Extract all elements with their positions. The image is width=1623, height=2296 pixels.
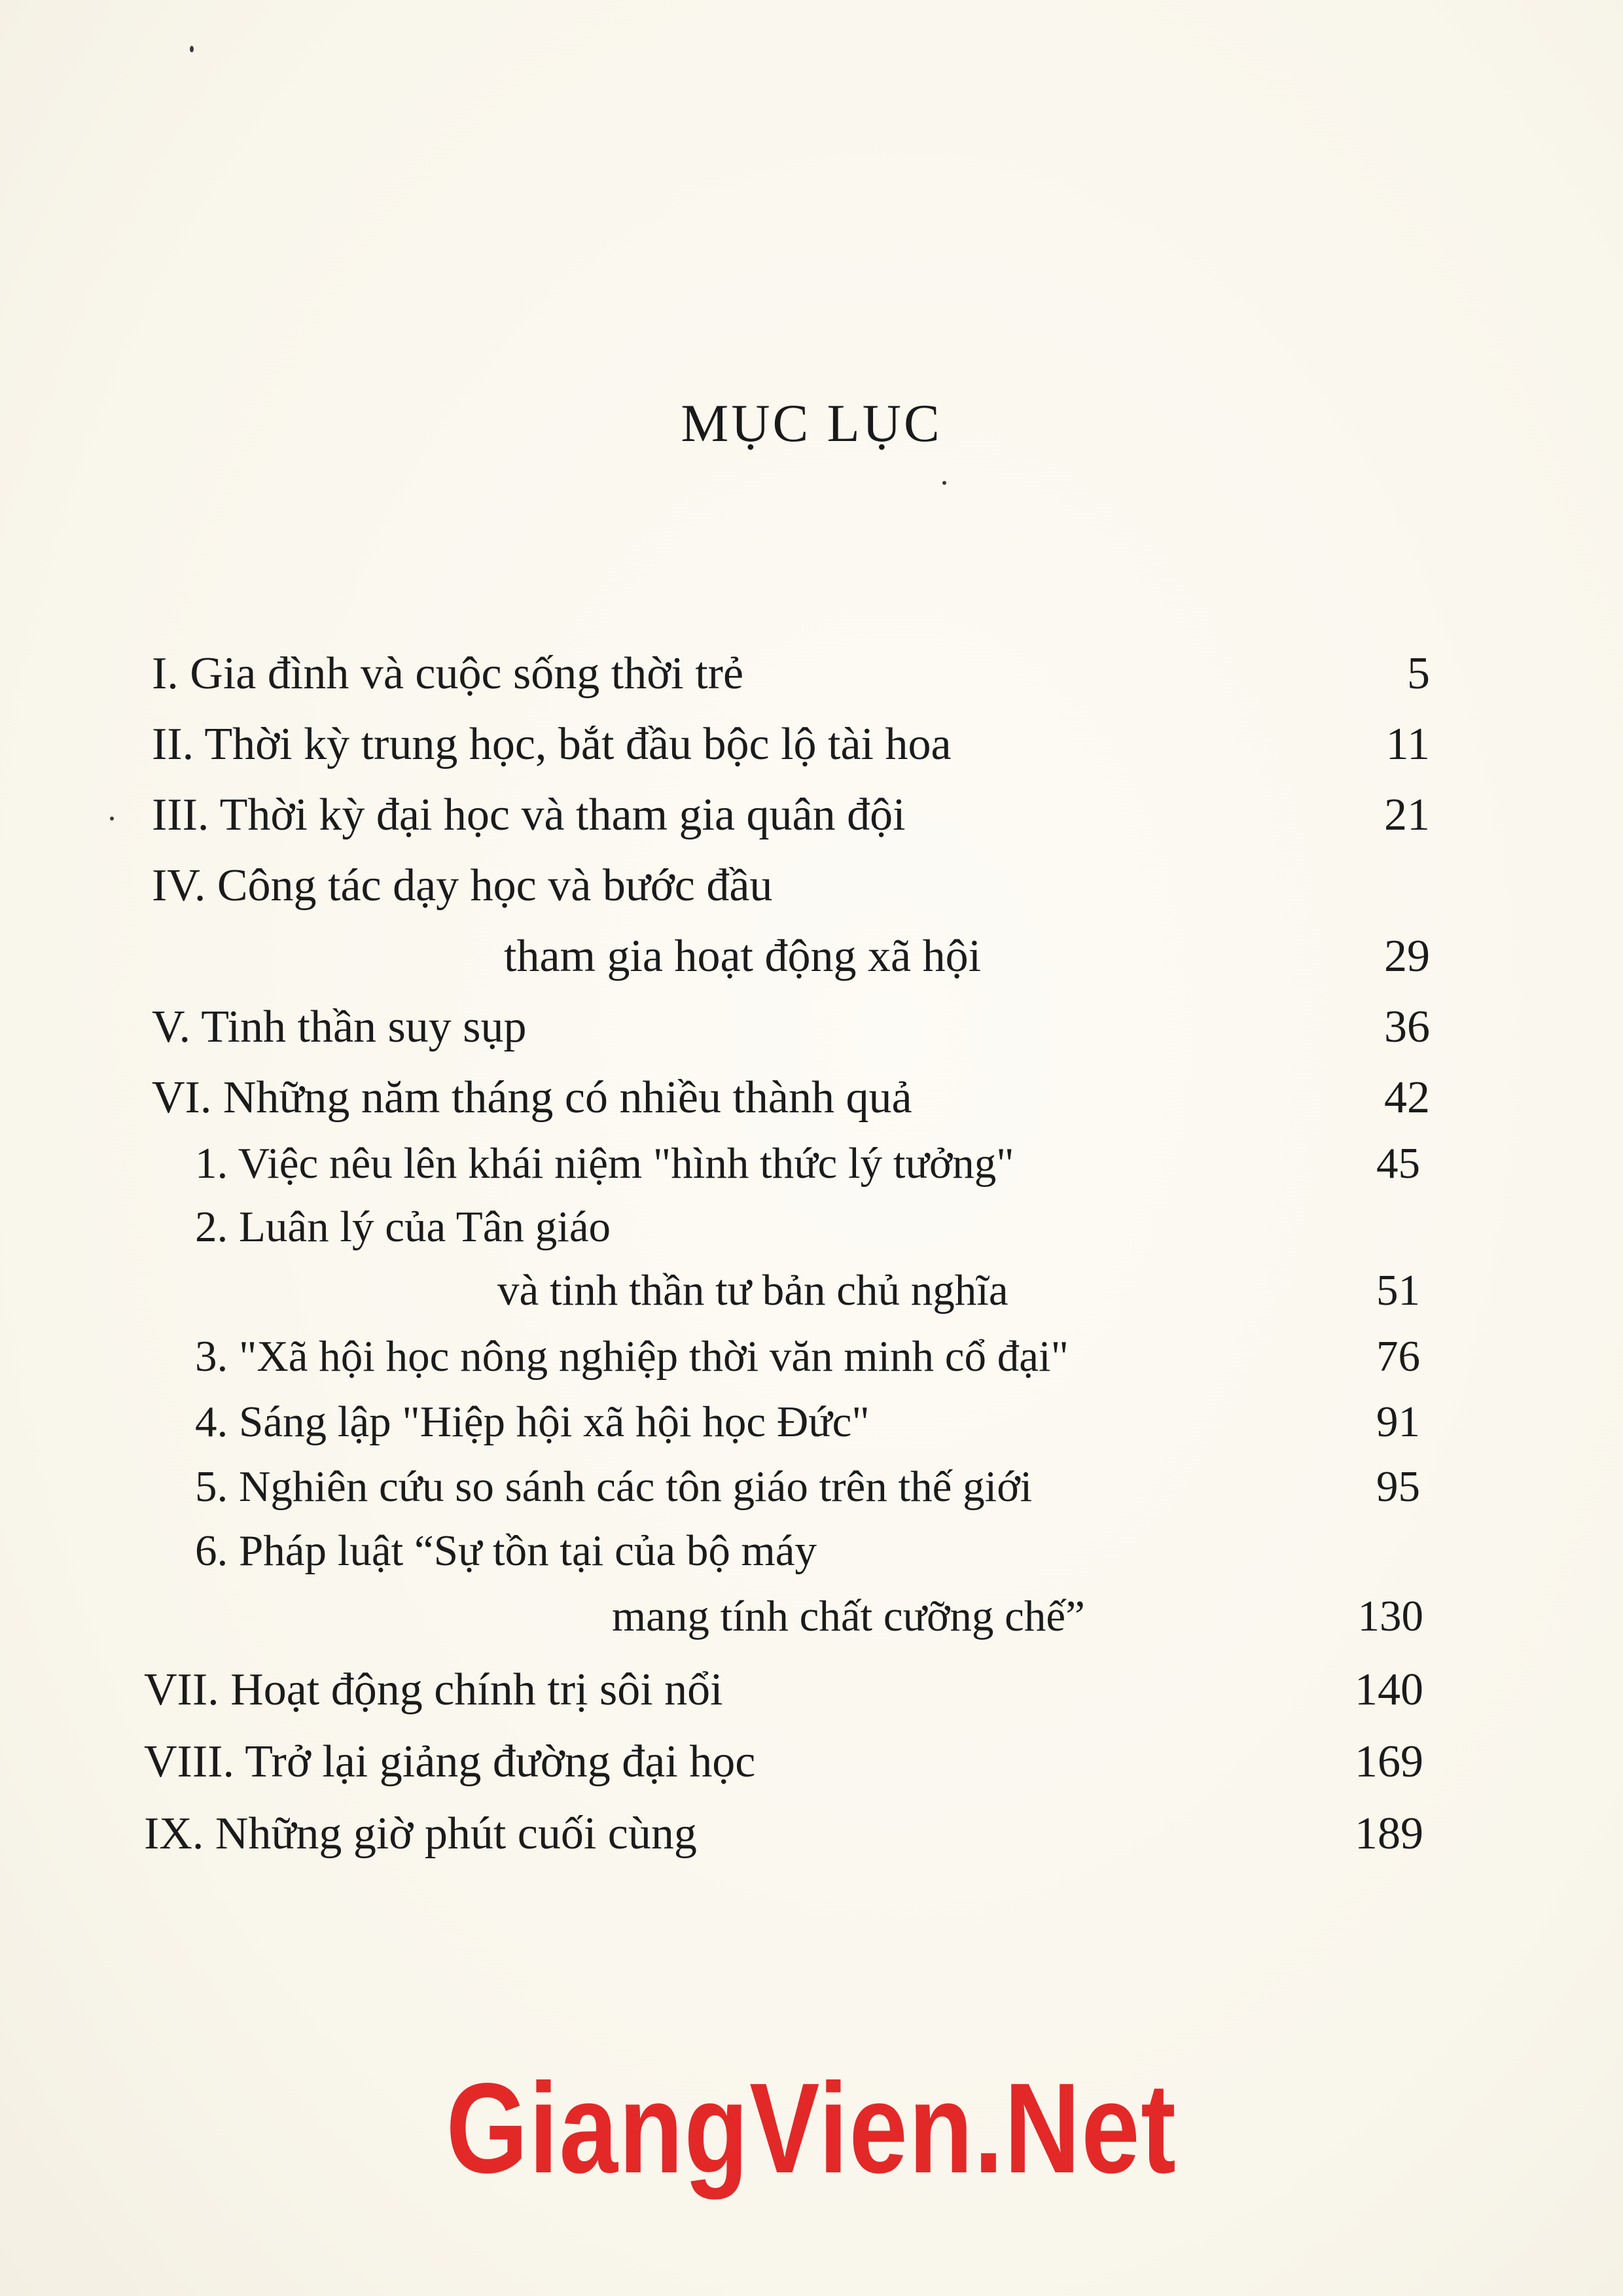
toc-entry-title: VI. Những năm tháng có nhiều thành quả [152,1072,912,1123]
toc-entry-page: 169 [1355,1737,1423,1787]
toc-entry-title: 1. Việc nêu lên khái niệm "hình thức lý tưởng" [195,1139,1014,1188]
toc-subentry [0,1454,1623,1526]
toc-entry [0,1726,1623,1798]
toc-entry-title: mang tính chất cưỡng chế” [612,1592,1085,1640]
toc-entry-title: 5. Nghiên cứu so sánh các tôn giáo trên thế giới [195,1462,1033,1511]
toc-entry-title: VIII. Trở lại giảng đường đại học [144,1737,756,1787]
toc-entry-page: 42 [1384,1072,1430,1123]
toc-entry-title: 6. Pháp luật “Sự tồn tại của bộ máy [195,1527,817,1575]
toc-subentry [0,1324,1623,1396]
toc-entry-title: IV. Công tác dạy học và bước đầu [152,860,773,911]
toc-subentry [0,1583,1623,1655]
toc-subentry [0,1389,1623,1461]
toc-entry-page: 36 [1384,1002,1430,1052]
toc-entry-page: 45 [1376,1139,1420,1188]
toc-entry-title: VII. Hoạt động chính trị sôi nổi [144,1665,723,1715]
toc-entry-title: V. Tinh thần suy sụp [152,1002,527,1052]
toc-entry-title: IX. Những giờ phút cuối cùng [144,1809,697,1859]
toc-entry [0,1062,1623,1134]
toc-entry [0,850,1623,922]
toc-entry [0,709,1623,781]
toc-entry [0,1798,1623,1870]
page-title: MỤC LỤC [681,393,942,453]
toc-entry [0,638,1623,710]
toc-entry [0,921,1623,993]
toc-entry-page: 29 [1384,931,1430,981]
toc-entry-title: 2. Luân lý của Tân giáo [195,1203,611,1251]
toc-entry [0,991,1623,1063]
toc-entry [0,779,1623,851]
toc-entry-page: 189 [1355,1809,1423,1859]
toc-entry-page: 21 [1384,790,1430,840]
toc-entry-title: I. Gia đình và cuộc sống thời trẻ [152,648,744,699]
toc-entry [0,1654,1623,1726]
toc-entry-page: 5 [1407,648,1430,699]
toc-entry-title: 4. Sáng lập "Hiệp hội xã hội học Đức" [195,1398,870,1446]
toc-entry-page: 91 [1376,1398,1420,1446]
toc-entry-page: 51 [1376,1266,1420,1315]
toc-subentry [0,1258,1623,1330]
toc-entry-page: 140 [1355,1665,1423,1715]
site-watermark: GiangVien.Net [446,2057,1177,2200]
toc-entry-title: tham gia hoạt động xã hội [504,931,982,981]
toc-subentry [0,1518,1623,1590]
toc-entry-title: và tinh thần tư bản chủ nghĩa [497,1266,1008,1315]
toc-entry-title: II. Thời kỳ trung học, bắt đầu bộc lộ tài hoa [152,719,952,769]
toc-entry-title: III. Thời kỳ đại học và tham gia quân đội [152,790,906,840]
toc-entry-page: 76 [1376,1332,1420,1381]
toc-subentry [0,1194,1623,1266]
toc-subentry [0,1131,1623,1203]
toc-entry-page: 130 [1357,1592,1423,1640]
toc-entry-title: 3. "Xã hội học nông nghiệp thời văn minh cổ đại" [195,1332,1069,1381]
toc-entry-page: 11 [1385,719,1430,769]
toc-entry-page: 95 [1376,1462,1420,1511]
